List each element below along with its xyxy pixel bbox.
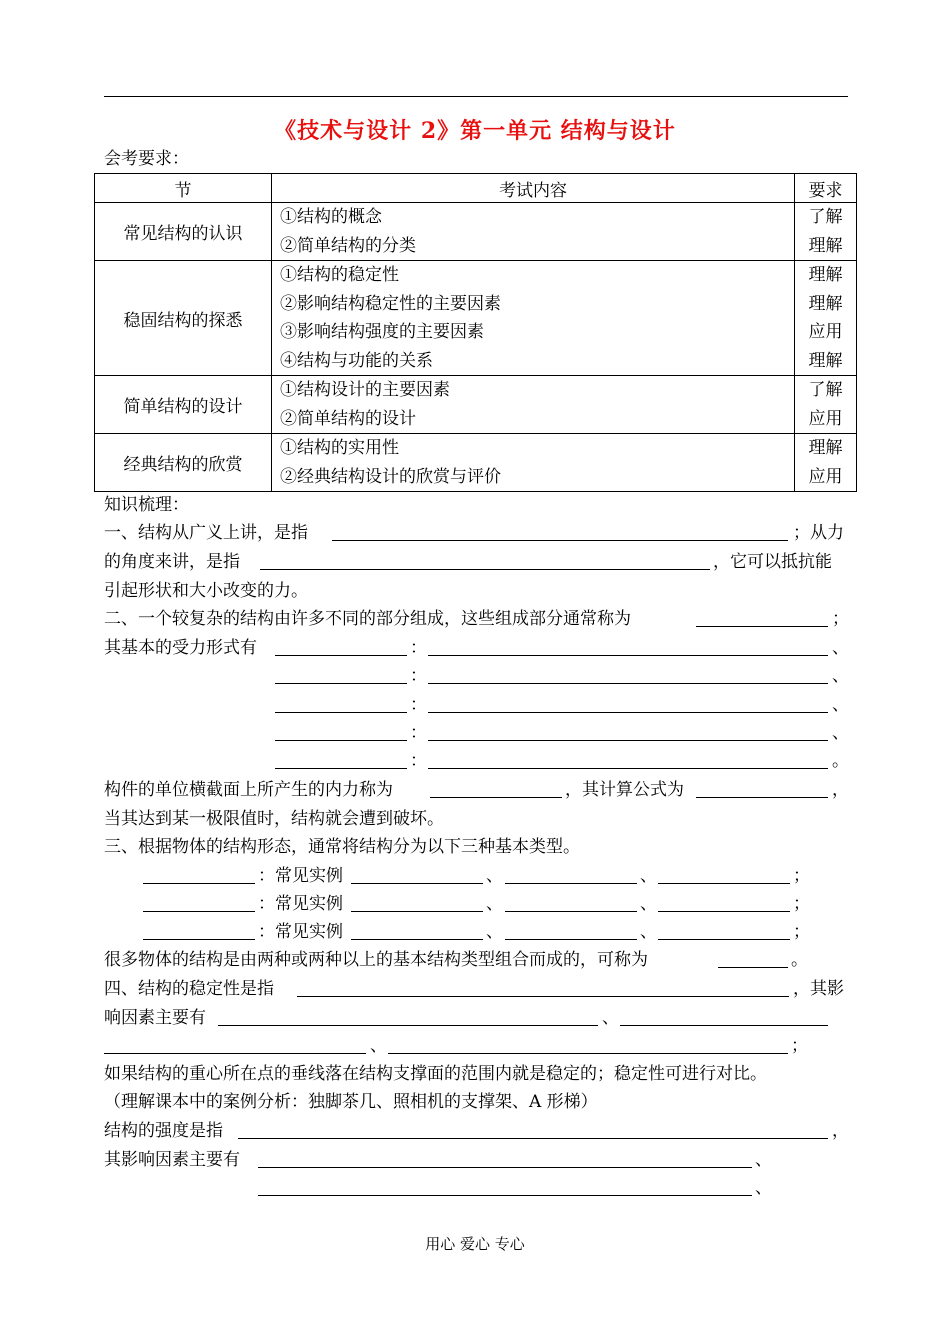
punctuation: 、 — [486, 866, 503, 886]
fill-blank[interactable] — [430, 797, 562, 798]
header-rule — [104, 96, 848, 97]
fill-blank[interactable] — [428, 683, 828, 684]
fill-blank[interactable] — [275, 683, 407, 684]
section1-line1: 一、结构从广义上讲，是指 — [104, 523, 308, 543]
punctuation: ； — [793, 922, 810, 942]
fill-blank[interactable] — [275, 712, 407, 713]
fill-blank[interactable] — [275, 740, 407, 741]
level-cell — [795, 203, 857, 261]
fill-blank[interactable] — [238, 1138, 828, 1139]
level-item: 了解 — [808, 380, 843, 400]
fill-blank[interactable] — [260, 569, 710, 570]
content-item: ④结构与功能的关系 — [280, 350, 433, 371]
fill-blank[interactable] — [351, 939, 483, 940]
punctuation: 、 — [832, 695, 849, 715]
fill-blank[interactable] — [428, 768, 828, 769]
fill-blank[interactable] — [218, 1025, 598, 1026]
fill-blank[interactable] — [297, 996, 789, 997]
example-label: ：常见实例 — [258, 894, 343, 914]
section4-line1-end: ，其影 — [793, 979, 844, 999]
fill-blank[interactable] — [332, 540, 788, 541]
section-cell: 稳固结构的探悉 — [95, 261, 272, 376]
table-row — [95, 261, 857, 376]
level-cell — [795, 376, 857, 434]
content-item: ①结构的概念 — [280, 207, 382, 227]
content-cell — [272, 203, 795, 261]
level-item: 了解 — [808, 207, 843, 227]
fill-blank[interactable] — [275, 768, 407, 769]
fill-blank[interactable] — [428, 655, 828, 656]
level-cell — [795, 434, 857, 492]
section2-line1: 二、一个较复杂的结构由许多不同的部分组成，这些组成部分通常称为 — [104, 609, 631, 629]
section-cell: 简单结构的设计 — [95, 376, 272, 434]
fill-blank[interactable] — [428, 740, 828, 741]
content-item: ③影响结构强度的主要因素 — [280, 322, 484, 342]
fill-blank[interactable] — [258, 1167, 752, 1168]
fill-blank[interactable] — [351, 883, 483, 884]
punctuation: ； — [793, 894, 810, 914]
fill-blank[interactable] — [428, 712, 828, 713]
fill-blank[interactable] — [143, 883, 255, 884]
level-item: 理解 — [808, 235, 843, 256]
section4-strength-line: 结构的强度是指 — [104, 1121, 223, 1141]
section2-formula: ，其计算公式为 — [565, 780, 684, 800]
table-row — [95, 434, 857, 492]
header-section: 节 — [95, 174, 272, 203]
section1-line1-end: ；从力 — [793, 523, 844, 543]
fill-blank[interactable] — [143, 911, 255, 912]
fill-blank[interactable] — [620, 1025, 828, 1026]
punctuation: ； — [793, 866, 810, 886]
punctuation: 。 — [832, 751, 849, 771]
punctuation: ； — [791, 1036, 808, 1056]
level-item: 理解 — [808, 265, 843, 285]
content-item: ②简单结构的设计 — [280, 408, 416, 429]
level-item: 理解 — [808, 350, 843, 371]
punctuation: 、 — [486, 922, 503, 942]
punctuation: ： — [410, 695, 427, 715]
punctuation: ： — [410, 666, 427, 686]
fill-blank[interactable] — [505, 911, 637, 912]
table-row — [95, 376, 857, 434]
section4-case-note: （理解课本中的案例分析：独脚茶几、照相机的支撑架、A 形梯） — [104, 1092, 598, 1112]
punctuation: 、 — [832, 638, 849, 658]
level-item: 理解 — [808, 438, 843, 458]
punctuation: 、 — [755, 1178, 772, 1198]
punctuation: 。 — [791, 950, 808, 970]
punctuation: ： — [410, 638, 427, 658]
section-cell: 经典结构的欣赏 — [95, 434, 272, 492]
punctuation: 、 — [832, 723, 849, 743]
fill-blank[interactable] — [505, 883, 637, 884]
content-item: ②经典结构设计的欣赏与评价 — [280, 466, 501, 487]
punctuation: 、 — [602, 1008, 619, 1028]
content-item: ①结构的实用性 — [280, 438, 399, 458]
section1-line2-end: ，它可以抵抗能 — [713, 552, 832, 572]
header-level: 要求 — [795, 174, 857, 203]
content-cell — [272, 376, 795, 434]
fill-blank[interactable] — [104, 1053, 366, 1054]
fill-blank[interactable] — [143, 939, 255, 940]
section3-composite: 很多物体的结构是由两种或两种以上的基本结构类型组合而成的，可称为 — [104, 950, 648, 970]
example-label: ：常见实例 — [258, 922, 343, 942]
punctuation: ； — [832, 609, 849, 629]
punctuation: 、 — [640, 894, 657, 914]
punctuation: 、 — [370, 1036, 387, 1056]
table-row — [95, 203, 857, 261]
example-label: ：常见实例 — [258, 866, 343, 886]
punctuation: ， — [832, 780, 849, 800]
page-title: 《技术与设计 2》第一单元 结构与设计 — [274, 118, 676, 144]
level-item: 理解 — [808, 293, 843, 314]
fill-blank[interactable] — [351, 911, 483, 912]
punctuation: 、 — [832, 666, 849, 686]
level-item: 应用 — [808, 466, 843, 487]
punctuation: 、 — [486, 894, 503, 914]
section3-intro: 三、根据物体的结构形态，通常将结构分为以下三种基本类型。 — [104, 837, 580, 857]
level-item: 应用 — [808, 408, 843, 429]
fill-blank[interactable] — [505, 939, 637, 940]
page-footer: 用心 爱心 专心 — [425, 1235, 525, 1253]
section2-limit-line: 当其达到某一极限值时，结构就会遭到破坏。 — [104, 809, 444, 829]
punctuation: 、 — [755, 1150, 772, 1170]
section4-stability-note: 如果结构的重心所在点的垂线落在结构支撑面的范围内就是稳定的；稳定性可进行对比。 — [104, 1064, 767, 1084]
punctuation: ， — [832, 1121, 849, 1141]
fill-blank[interactable] — [658, 939, 790, 940]
content-cell — [272, 434, 795, 492]
punctuation: 、 — [640, 866, 657, 886]
section4-line1: 四、结构的稳定性是指 — [104, 979, 274, 999]
level-cell — [795, 261, 857, 376]
content-cell — [272, 261, 795, 376]
knowledge-label: 知识梳理： — [104, 495, 189, 515]
content-item: ②简单结构的分类 — [280, 235, 416, 256]
fill-blank[interactable] — [658, 883, 790, 884]
section4-factors-line: 其影响因素主要有 — [104, 1150, 240, 1170]
punctuation: ： — [410, 751, 427, 771]
section2-line2: 其基本的受力形式有 — [104, 638, 257, 658]
content-item: ①结构设计的主要因素 — [280, 380, 450, 400]
fill-blank[interactable] — [258, 1195, 752, 1196]
fill-blank[interactable] — [658, 911, 790, 912]
header-content: 考试内容 — [272, 174, 795, 203]
section-cell: 常见结构的认识 — [95, 203, 272, 261]
section2-stress-line: 构件的单位横截面上所产生的内力称为 — [104, 780, 393, 800]
fill-blank[interactable] — [388, 1053, 788, 1054]
requirements-table — [94, 173, 857, 492]
level-item: 应用 — [808, 322, 843, 342]
section1-line3: 引起形状和大小改变的力。 — [104, 581, 308, 601]
fill-blank[interactable] — [696, 626, 828, 627]
punctuation: ： — [410, 723, 427, 743]
fill-blank[interactable] — [718, 967, 788, 968]
content-item: ①结构的稳定性 — [280, 265, 399, 285]
table-header-row — [95, 174, 857, 203]
section1-line2: 的角度来讲，是指 — [104, 552, 240, 572]
content-item: ②影响结构稳定性的主要因素 — [280, 293, 501, 314]
punctuation: 、 — [640, 922, 657, 942]
exam-requirements-label: 会考要求： — [104, 149, 189, 169]
section4-line2: 响因素主要有 — [104, 1008, 206, 1028]
fill-blank[interactable] — [275, 655, 407, 656]
fill-blank[interactable] — [696, 797, 828, 798]
